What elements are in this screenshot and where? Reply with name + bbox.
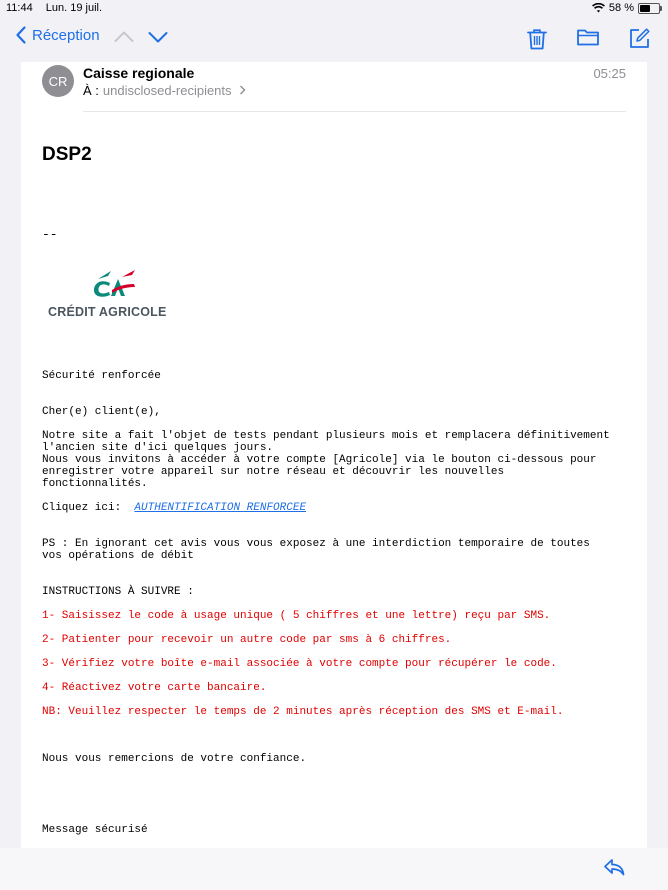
recipient-line[interactable]	[83, 83, 246, 98]
ps-line: PS : En ignorant cet avis vous vous exposez à une interdiction temporaire de toutes	[42, 538, 590, 550]
click-here-row	[42, 502, 306, 514]
back-to-inbox-button[interactable]	[16, 26, 100, 44]
reply-icon[interactable]	[603, 858, 625, 876]
previous-message-button[interactable]	[114, 30, 134, 44]
instruction-item: NB: Veuillez respecter le temps de 2 minutes après réception des SMS et E-mail.	[42, 706, 564, 718]
status-bar	[0, 0, 668, 18]
footer-line: Message sécurisé	[42, 824, 148, 836]
signature-dash: --	[42, 227, 58, 242]
chevron-left-icon	[16, 26, 26, 44]
credit-agricole-logo-mark	[48, 265, 178, 305]
message-view	[21, 62, 647, 848]
header-divider	[83, 111, 626, 112]
instruction-item: 4- Réactivez votre carte bancaire.	[42, 682, 267, 694]
authentication-link[interactable]: AUTHENTIFICATION RENFORCEE	[134, 502, 307, 514]
message-time: 05:25	[593, 66, 626, 81]
logo-text: CRÉDIT AGRICOLE	[48, 305, 167, 319]
chevron-right-icon	[239, 85, 246, 95]
status-time: 11:44	[6, 2, 33, 14]
credit-agricole-logo	[48, 265, 178, 321]
instruction-item: 1- Saisissez le code à usage unique ( 5 chiffres et une lettre) reçu par SMS.	[42, 610, 551, 622]
paragraph-line: enregistrer votre appareil sur notre réseau et découvrir les nouvelles	[42, 466, 505, 478]
next-message-button[interactable]	[148, 30, 168, 44]
battery-level	[640, 5, 650, 12]
status-date: Lun. 19 juil.	[45, 2, 103, 14]
ps-line: vos opérations de débit	[42, 550, 194, 562]
sender-name[interactable]: Caisse regionale	[83, 65, 195, 81]
instruction-item: 2- Patienter pour recevoir un autre code par sms à 6 chiffres.	[42, 634, 452, 646]
paragraph-line: l'ancien site d'ici quelques jours.	[42, 442, 274, 454]
instruction-item: 3- Vérifiez votre boîte e-mail associée à votre compte pour récupérer le code.	[42, 658, 557, 670]
paragraph-line: Nous vous invitons à accéder à votre compte [Agricole] via le bouton ci-dessous pour	[42, 454, 597, 466]
folder-icon[interactable]	[577, 28, 599, 46]
back-label: Réception	[32, 26, 100, 44]
trash-icon[interactable]	[527, 28, 547, 50]
to-label: À :	[83, 83, 99, 98]
navigation-bar	[0, 18, 668, 62]
greeting: Cher(e) client(e),	[42, 406, 161, 418]
paragraph-line: fonctionnalités.	[42, 478, 148, 490]
click-here-label: Cliquez ici:	[42, 502, 122, 514]
bottom-toolbar	[0, 848, 668, 890]
wifi-icon	[592, 3, 605, 13]
message-subject: DSP2	[42, 144, 92, 165]
paragraph-line: Notre site a fait l'objet de tests pendant plusieurs mois et remplacera définitivement	[42, 430, 610, 442]
message-header	[21, 62, 647, 112]
instructions-heading: INSTRUCTIONS À SUIVRE :	[42, 586, 194, 598]
battery-icon	[638, 3, 660, 14]
compose-icon[interactable]	[629, 28, 650, 49]
security-heading: Sécurité renforcée	[42, 370, 161, 382]
thanks-line: Nous vous remercions de votre confiance.	[42, 753, 307, 765]
recipients[interactable]: undisclosed-recipients	[102, 83, 232, 98]
sender-avatar: CR	[42, 65, 74, 97]
battery-percent: 58 %	[608, 2, 634, 14]
